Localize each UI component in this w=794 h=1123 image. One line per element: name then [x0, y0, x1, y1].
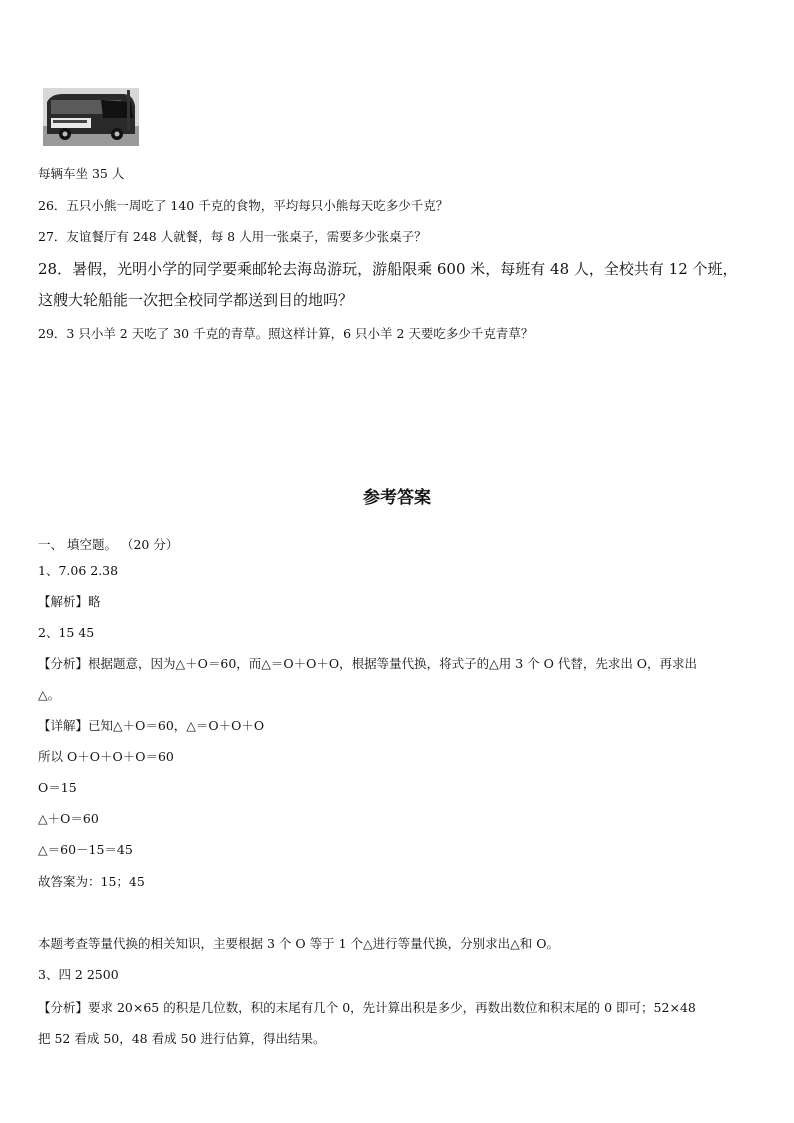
question-28-line1: 28．暑假，光明小学的同学要乘邮轮去海岛游玩，游船限乘 600 米，每班有 48 人，全校共有 12 个班， [38, 260, 738, 278]
answer-2-detail: 【详解】已知△＋O＝60，△＝O＋O＋O [38, 718, 265, 733]
question-26: 26．五只小熊一周吃了 140 千克的食物，平均每只小熊每天吃多少千克？ [38, 198, 449, 213]
question-29: 29．3 只小羊 2 天吃了 30 千克的青草。照这样计算，6 只小羊 2 天要吃多少千克青草？ [38, 326, 534, 341]
answer-2-result: 故答案为：15；45 [38, 874, 145, 889]
question-28-line2: 这艘大轮船能一次把全校同学都送到目的地吗？ [38, 291, 354, 309]
answer-1: 1、7.06 2.38 [38, 563, 119, 578]
question-27: 27．友谊餐厅有 248 人就餐，每 8 人用一张桌子，需要多少张桌子？ [38, 229, 427, 244]
answer-3-analysis-line2: 把 52 看成 50，48 看成 50 进行估算，得出结果。 [38, 1031, 326, 1046]
section-1-heading: 一、 填空题。 （20 分） [38, 537, 179, 552]
answers-title: 参考答案 [363, 488, 431, 508]
answer-2: 2、15 45 [38, 625, 95, 640]
answer-2-note: 本题考查等量代换的相关知识，主要根据 3 个 O 等于 1 个△进行等量代换，分别求出△和 O。 [38, 936, 559, 951]
answer-2-analysis-line1: 【分析】根据题意，因为△＋O＝60，而△＝O＋O＋O，根据等量代换，将式子的△用 3 个 O 代替，先求出 O，再求出 [38, 656, 698, 671]
answer-3: 3、四 2 2500 [38, 967, 119, 982]
answer-2-step1: 所以 O＋O＋O＋O＝60 [38, 749, 174, 764]
bus-image [43, 88, 139, 146]
answer-2-analysis-line2: △。 [38, 687, 61, 702]
answer-2-step2: O＝15 [38, 780, 77, 795]
answer-3-analysis-line1: 【分析】要求 20×65 的积是几位数，积的末尾有几个 0，先计算出积是多少，再数出数位和积末尾的 0 即可；52×48 [38, 1000, 696, 1015]
answer-2-step3: △＋O＝60 [38, 811, 99, 826]
bus-caption: 每辆车坐 35 人 [38, 166, 125, 181]
answer-1-analysis: 【解析】略 [38, 594, 101, 609]
answer-2-step4: △＝60－15＝45 [38, 842, 133, 857]
